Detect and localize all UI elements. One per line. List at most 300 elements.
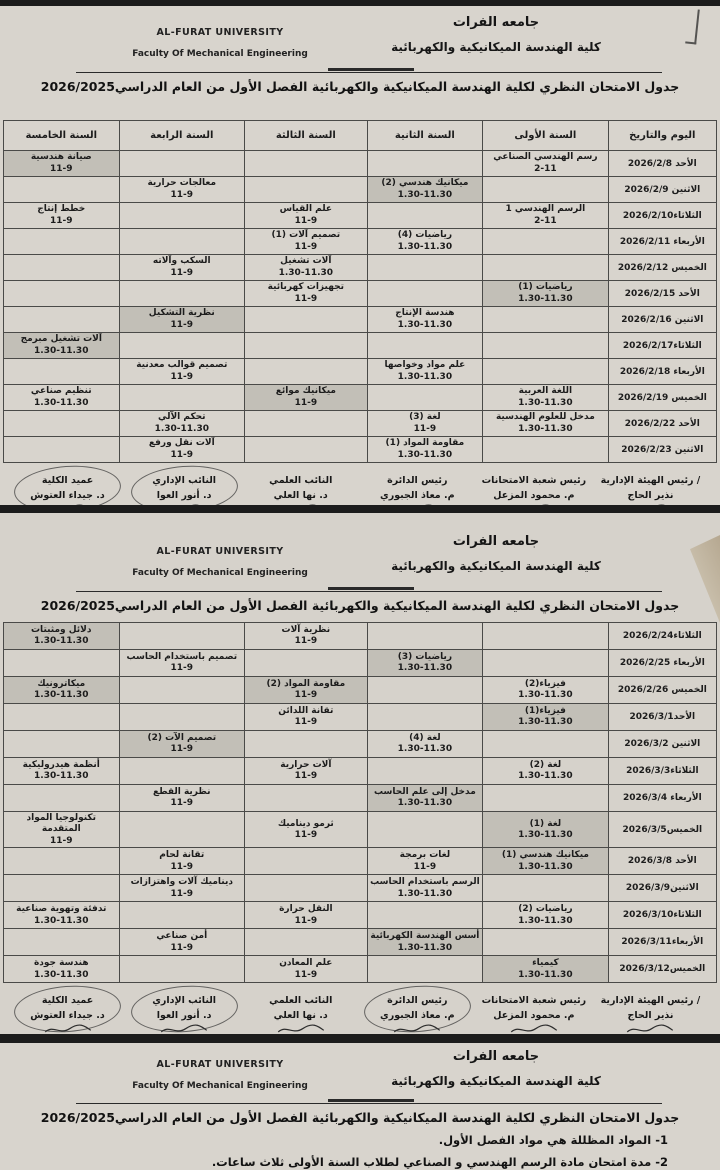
exam-cell [483, 307, 608, 333]
exam-time: 1.30-11.30 [518, 690, 573, 701]
signature-name: د. جيداء العتوش [30, 490, 105, 501]
exam-cell [367, 623, 483, 650]
exam-cell [483, 411, 608, 437]
exam-cell [4, 758, 120, 785]
signature-title: النائب الإداري [152, 475, 217, 486]
date-cell: الاثنين2026/3/9 [608, 875, 716, 902]
exam-cell [119, 281, 244, 307]
exam-cell [483, 677, 608, 704]
exam-cell [4, 650, 120, 677]
exam-cell [483, 359, 608, 385]
exam-row [4, 704, 717, 731]
exam-row [4, 956, 717, 983]
subject-name: لغة (2) [529, 759, 562, 770]
exam-time: 11-9 [170, 449, 194, 460]
signature-name: م. محمود المزعل [493, 1010, 575, 1022]
exam-time: 1.30-11.30 [518, 915, 573, 926]
university-name-ar: جامعه الفرات [452, 15, 540, 30]
exam-time: 11-9 [50, 215, 73, 226]
subject-name: كيمياء [532, 958, 559, 969]
subject-name: صيانة هندسية [30, 152, 92, 163]
signature-row [12, 475, 706, 505]
exam-cell [119, 229, 244, 255]
column-header-year: السنة الخامسة [4, 121, 120, 151]
document-title-block [28, 72, 692, 94]
subject-name: الرسم الهندسي 1 [505, 204, 586, 215]
exam-row [4, 411, 717, 437]
title-rule [76, 72, 662, 73]
exam-cell [4, 677, 120, 704]
exam-time: 1.30-11.30 [518, 423, 573, 434]
exam-cell [245, 704, 368, 731]
signature-row [12, 995, 706, 1034]
exam-cell [119, 437, 244, 463]
date-cell: الخميس 2026/2/26 [608, 677, 716, 704]
page-separator [0, 505, 720, 513]
exam-cell [119, 704, 244, 731]
exam-cell [367, 177, 483, 203]
exam-cell [245, 758, 368, 785]
exam-cell [367, 758, 483, 785]
exam-cell [119, 411, 244, 437]
date-cell: الثلاثاء2026/3/3 [608, 758, 716, 785]
exam-cell [245, 731, 368, 758]
exam-cell [367, 731, 483, 758]
exam-cell [483, 177, 608, 203]
university-name-ar: جامعه الفرات [452, 1049, 540, 1064]
date-cell: الأربعاء 2026/3/4 [608, 785, 716, 812]
exam-time: 11-9 [413, 423, 437, 434]
document-title: جدول الامتحان النظري لكلية الهندسة الميكانيكية والكهربائية الفصل الأول من العام الدراسي2026/2025 [40, 598, 680, 613]
exam-time: 11-9 [170, 798, 194, 809]
signature-name: د. أنور العوا [156, 1010, 212, 1022]
exam-cell [483, 731, 608, 758]
exam-cell [119, 623, 244, 650]
exam-row [4, 902, 717, 929]
exam-time: 1.30-11.30 [518, 397, 573, 408]
signature-scribble [41, 1023, 95, 1034]
exam-cell [119, 151, 244, 177]
exam-time: 1.30-11.30 [518, 861, 573, 872]
subject-name: لغة (3) [409, 412, 441, 423]
document-title: جدول الامتحان النظري لكلية الهندسة الميكانيكية والكهربائية الفصل الأول من العام الدراسي2026/2025 [40, 79, 680, 94]
letterhead [0, 6, 720, 72]
exam-cell [119, 177, 244, 203]
exam-row [4, 177, 717, 203]
exam-cell [119, 758, 244, 785]
exam-time: 11-9 [170, 942, 194, 953]
exam-cell [483, 650, 608, 677]
exam-cell [483, 255, 608, 281]
exam-time: 11-9 [294, 241, 318, 252]
subject-name: علم القياس [279, 204, 333, 215]
exam-cell [367, 385, 483, 411]
date-cell: الخميس2026/3/12 [608, 956, 716, 983]
faculty-name-en: Faculty Of Mechanical Engineering [132, 1081, 308, 1091]
page-separator [0, 1034, 720, 1043]
subject-name: تصميم قوالب معدنية [136, 360, 228, 371]
page-2 [0, 513, 720, 1034]
exam-cell [483, 848, 608, 875]
letterhead [0, 513, 720, 591]
exam-cell [4, 731, 120, 758]
exam-row [4, 437, 717, 463]
exam-cell [367, 281, 483, 307]
exam-cell [4, 151, 120, 177]
exam-cell [245, 875, 368, 902]
exam-cell [367, 704, 483, 731]
subject-name: تنظيم صناعي [30, 386, 92, 397]
signature-name: م. محمود المزعل [493, 490, 575, 501]
exam-time: 1.30-11.30 [397, 319, 453, 330]
subject-name: ميكانيك هندسي (1) [501, 850, 589, 861]
date-cell: الاثنين 2026/2/23 [608, 437, 716, 463]
exam-cell [367, 902, 483, 929]
signature-name: نذير الحاج [627, 1010, 674, 1022]
exam-time: 1.30-11.30 [397, 663, 453, 674]
signature-name: م. معاذ الجبوري [380, 1010, 455, 1022]
date-cell: الاثنين 2026/3/2 [608, 731, 716, 758]
signature-name: د. نها العلي [273, 1010, 328, 1022]
exam-cell [245, 929, 368, 956]
date-cell: الخميس2026/3/5 [608, 812, 716, 848]
exam-cell [245, 281, 368, 307]
date-cell: الأحد2026/3/1 [608, 704, 716, 731]
column-header-year: السنة الثانية [367, 121, 483, 151]
exam-cell [483, 875, 608, 902]
university-name-en: AL-FURAT UNIVERSITY [156, 1059, 284, 1070]
subject-name: علم مواد وخواصها [384, 360, 466, 371]
subject-name: تجهيزات كهربائية [267, 282, 345, 293]
subject-name: أمن صناعي [156, 931, 208, 942]
signature-block [595, 475, 706, 505]
exam-time: 11-9 [170, 319, 194, 330]
exam-time: 11-9 [294, 771, 318, 782]
exam-cell [119, 255, 244, 281]
note-item: 2- مدة امتحان مادة الرسم الهندسي و الصناعي لطلاب السنة الأولى ثلاث ساعات. [211, 1155, 668, 1169]
subject-name: رياضيات (2) [518, 904, 573, 915]
exam-time: 1.30-11.30 [518, 293, 573, 304]
exam-cell [483, 929, 608, 956]
signature-title: رئيس الدائرة [387, 995, 448, 1007]
letterhead-arabic [336, 15, 656, 54]
exam-cell [4, 333, 120, 359]
signature-block [129, 475, 240, 505]
letterhead-arabic [336, 534, 656, 573]
exam-time: 1.30-11.30 [34, 636, 89, 647]
exam-cell [119, 875, 244, 902]
signature-block [12, 475, 123, 505]
exam-cell [245, 359, 368, 385]
exam-cell [367, 848, 483, 875]
exam-cell [4, 385, 120, 411]
subject-name: هندسة جودة [33, 958, 89, 969]
exam-row [4, 359, 717, 385]
subject-name: فيزياء(2) [524, 678, 566, 689]
exam-cell [245, 177, 368, 203]
exam-cell [367, 359, 483, 385]
signature-block [595, 995, 706, 1034]
exam-cell [119, 385, 244, 411]
exam-cell [4, 437, 120, 463]
exam-time: 11-9 [294, 717, 318, 728]
exam-cell [245, 307, 368, 333]
subject-name: اللغة العربية [518, 386, 573, 397]
exam-time: 1.30-11.30 [34, 969, 89, 980]
subject-name: لغة (4) [409, 732, 441, 743]
exam-cell [367, 677, 483, 704]
exam-time: 11-9 [294, 969, 318, 980]
exam-time: 11-9 [50, 163, 73, 174]
subject-name: أنظمة هيدروليكية [22, 759, 100, 770]
signature-scribble [390, 1023, 444, 1034]
exam-time: 11-9 [170, 663, 194, 674]
exam-cell [4, 177, 120, 203]
exam-cell [4, 203, 120, 229]
subject-name: تدفئة وتهوية صناعية [16, 904, 107, 915]
signature-title: النائب العلمي [269, 995, 333, 1007]
exam-row [4, 333, 717, 359]
column-header-year: السنة الرابعة [119, 121, 244, 151]
university-name-en: AL-FURAT UNIVERSITY [156, 546, 284, 557]
subject-name: لغات برمجة [399, 850, 451, 861]
subject-name: تكنولوجيا المواد المتقدمة [26, 813, 96, 835]
exam-row [4, 307, 717, 333]
subject-name: رياضيات (4) [397, 230, 453, 241]
subject-name: هندسة الإنتاج [395, 308, 455, 319]
subject-name: آلات تشغيل مبرمج [20, 334, 102, 345]
subject-name: دلائل ومثبتات [31, 624, 92, 635]
subject-name: تقانة اللدائن [278, 705, 334, 716]
exam-cell [4, 848, 120, 875]
exam-cell [4, 229, 120, 255]
exam-cell [119, 650, 244, 677]
letterhead-english [100, 27, 340, 59]
signature-title: رئيس شعبة الامتحانات [481, 995, 587, 1007]
faculty-name-en: Faculty Of Mechanical Engineering [132, 49, 308, 59]
date-cell: الأربعاء2026/3/11 [608, 929, 716, 956]
exam-cell [483, 437, 608, 463]
signature-title: عميد الكلية [41, 475, 94, 486]
subject-name: فيزياء(1) [524, 705, 566, 716]
exam-cell [119, 929, 244, 956]
subject-name: لغة (1) [529, 818, 562, 829]
signature-name: د. نها العلي [273, 490, 328, 501]
date-cell: الأحد 2026/2/15 [608, 281, 716, 307]
exam-cell [483, 203, 608, 229]
exam-cell [119, 848, 244, 875]
exam-row [4, 385, 717, 411]
exam-cell [367, 650, 483, 677]
signature-block [362, 995, 473, 1034]
exam-cell [119, 785, 244, 812]
exam-cell [483, 333, 608, 359]
signature-title: عميد الكلية [41, 995, 94, 1007]
exam-table-page2-container [3, 622, 717, 983]
subject-name: نظرية القطع [152, 786, 211, 797]
exam-cell [4, 785, 120, 812]
signature-block [362, 475, 473, 505]
faculty-name-ar: كلية الهندسة الميكانيكية والكهربائية [391, 1074, 601, 1088]
exam-cell [483, 758, 608, 785]
exam-time: 1.30-11.30 [397, 942, 453, 953]
exam-time: 11-9 [294, 215, 318, 226]
title-rule-heavy [328, 587, 414, 590]
exam-cell [367, 875, 483, 902]
column-header-year: السنة الأولى [483, 121, 608, 151]
subject-name: مدخل إلى علم الحاسب [373, 786, 476, 797]
exam-time: 2-11 [534, 163, 557, 174]
exam-cell [4, 902, 120, 929]
exam-time: 1.30-11.30 [34, 345, 89, 356]
exam-row [4, 623, 717, 650]
exam-time: 11-9 [294, 690, 318, 701]
exam-cell [119, 203, 244, 229]
subject-name: ديناميك آلات واهتزازات [130, 877, 233, 888]
faculty-name-ar: كلية الهندسة الميكانيكية والكهربائية [391, 559, 601, 573]
exam-time: 1.30-11.30 [518, 771, 573, 782]
exam-time: 1.30-11.30 [518, 969, 573, 980]
column-header-year: السنة الثالثة [245, 121, 368, 151]
exam-time: 11-9 [170, 861, 194, 872]
subject-name: مقاومة المواد (2) [266, 678, 346, 689]
signature-name: د. أنور العوا [156, 490, 212, 501]
signature-block [129, 995, 240, 1034]
exam-cell [245, 203, 368, 229]
signature-title: / رئيس الهيئة الإدارية [600, 995, 701, 1007]
exam-time: 11-9 [294, 293, 318, 304]
document-title-block [28, 1103, 692, 1125]
exam-cell [245, 677, 368, 704]
exam-cell [245, 785, 368, 812]
date-cell: الثلاثاء2026/2/24 [608, 623, 716, 650]
subject-name: خطط إنتاج [37, 204, 86, 215]
exam-cell [367, 307, 483, 333]
signature-scribble [623, 1023, 677, 1034]
date-cell: الأحد 2026/2/8 [608, 151, 716, 177]
exam-cell [367, 812, 483, 848]
exam-row [4, 650, 717, 677]
exam-cell [245, 255, 368, 281]
letterhead [0, 1043, 720, 1103]
title-rule [76, 591, 662, 592]
date-cell: الأربعاء 2026/2/25 [608, 650, 716, 677]
exam-time: 1.30-11.30 [34, 690, 89, 701]
exam-time: 11-9 [170, 888, 194, 899]
exam-row [4, 229, 717, 255]
exam-time: 11-9 [50, 835, 73, 846]
signature-title: رئيس شعبة الامتحانات [481, 475, 587, 486]
exam-time: 1.30-11.30 [397, 888, 453, 899]
exam-time: 1.30-11.30 [397, 241, 453, 252]
exam-cell [4, 704, 120, 731]
exam-cell [245, 623, 368, 650]
signature-block [245, 475, 356, 505]
subject-name: رسم الهندسي الصناعي [493, 152, 598, 163]
subject-name: رياضيات (1) [518, 282, 573, 293]
exam-time: 1.30-11.30 [397, 449, 453, 460]
exam-cell [483, 704, 608, 731]
exam-cell [245, 848, 368, 875]
exam-cell [245, 385, 368, 411]
exam-cell [483, 812, 608, 848]
exam-cell [367, 956, 483, 983]
exam-time: 11-9 [170, 267, 194, 278]
exam-time: 1.30-11.30 [397, 798, 453, 809]
subject-name: تقانة لحام [159, 850, 205, 861]
exam-cell [245, 902, 368, 929]
exam-time: 11-9 [294, 397, 318, 408]
exam-cell [483, 281, 608, 307]
exam-cell [367, 437, 483, 463]
signature-block [245, 995, 356, 1034]
date-cell: الأحد 2026/2/22 [608, 411, 716, 437]
exam-row [4, 731, 717, 758]
exam-cell [367, 929, 483, 956]
exam-cell [4, 929, 120, 956]
exam-time: 11-9 [294, 829, 318, 840]
subject-name: ثرمو ديناميك [277, 818, 334, 829]
date-cell: الثلاثاء2026/2/10 [608, 203, 716, 229]
exam-time: 1.30-11.30 [397, 189, 453, 200]
exam-cell [4, 359, 120, 385]
note-item: 1- المواد المظللة هي مواد الفصل الأول. [438, 1133, 668, 1147]
exam-schedule-table [3, 120, 717, 463]
exam-cell [367, 785, 483, 812]
exam-time: 11-9 [294, 915, 318, 926]
exam-row [4, 758, 717, 785]
exam-cell [245, 229, 368, 255]
subject-name: ميكاترونيك [37, 678, 86, 689]
letterhead-english [100, 1059, 340, 1091]
exam-row [4, 281, 717, 307]
subject-name: علم المعادن [279, 958, 333, 969]
exam-cell [483, 151, 608, 177]
exam-row [4, 875, 717, 902]
exam-time: 11-9 [170, 189, 194, 200]
subject-name: النقل حرارة [279, 904, 333, 915]
subject-name: رياضيات (3) [397, 651, 453, 662]
subject-name: نظرية التشكيل [148, 308, 215, 319]
exam-cell [4, 623, 120, 650]
document-title: جدول الامتحان النظري لكلية الهندسة الميكانيكية والكهربائية الفصل الأول من العام الدراسي2026/2025 [40, 1110, 680, 1125]
exam-cell [119, 902, 244, 929]
letterhead-english [100, 546, 340, 578]
exam-cell [4, 411, 120, 437]
signature-title: رئيس الدائرة [387, 475, 448, 486]
exam-cell [483, 956, 608, 983]
exam-cell [483, 229, 608, 255]
signature-title: النائب الإداري [152, 995, 217, 1007]
signature-name: م. معاذ الجبوري [380, 490, 455, 501]
exam-cell [367, 255, 483, 281]
date-cell: الأربعاء 2026/2/11 [608, 229, 716, 255]
signature-block [478, 475, 589, 505]
subject-name: أسس الهندسة الكهربائية [370, 931, 480, 942]
subject-name: السكب وآلاته [152, 256, 211, 267]
exam-time: 1.30-11.30 [34, 915, 89, 926]
faculty-name-ar: كلية الهندسة الميكانيكية والكهربائية [391, 40, 601, 54]
exam-time: 1.30-11.30 [518, 829, 573, 840]
exam-time: 1.30-11.30 [397, 744, 453, 755]
title-rule-heavy [328, 1099, 414, 1102]
exam-time: 11-9 [413, 861, 437, 872]
exam-cell [119, 359, 244, 385]
exam-row [4, 255, 717, 281]
exam-cell [367, 229, 483, 255]
exam-cell [119, 333, 244, 359]
date-cell: الاثنين 2026/2/16 [608, 307, 716, 333]
